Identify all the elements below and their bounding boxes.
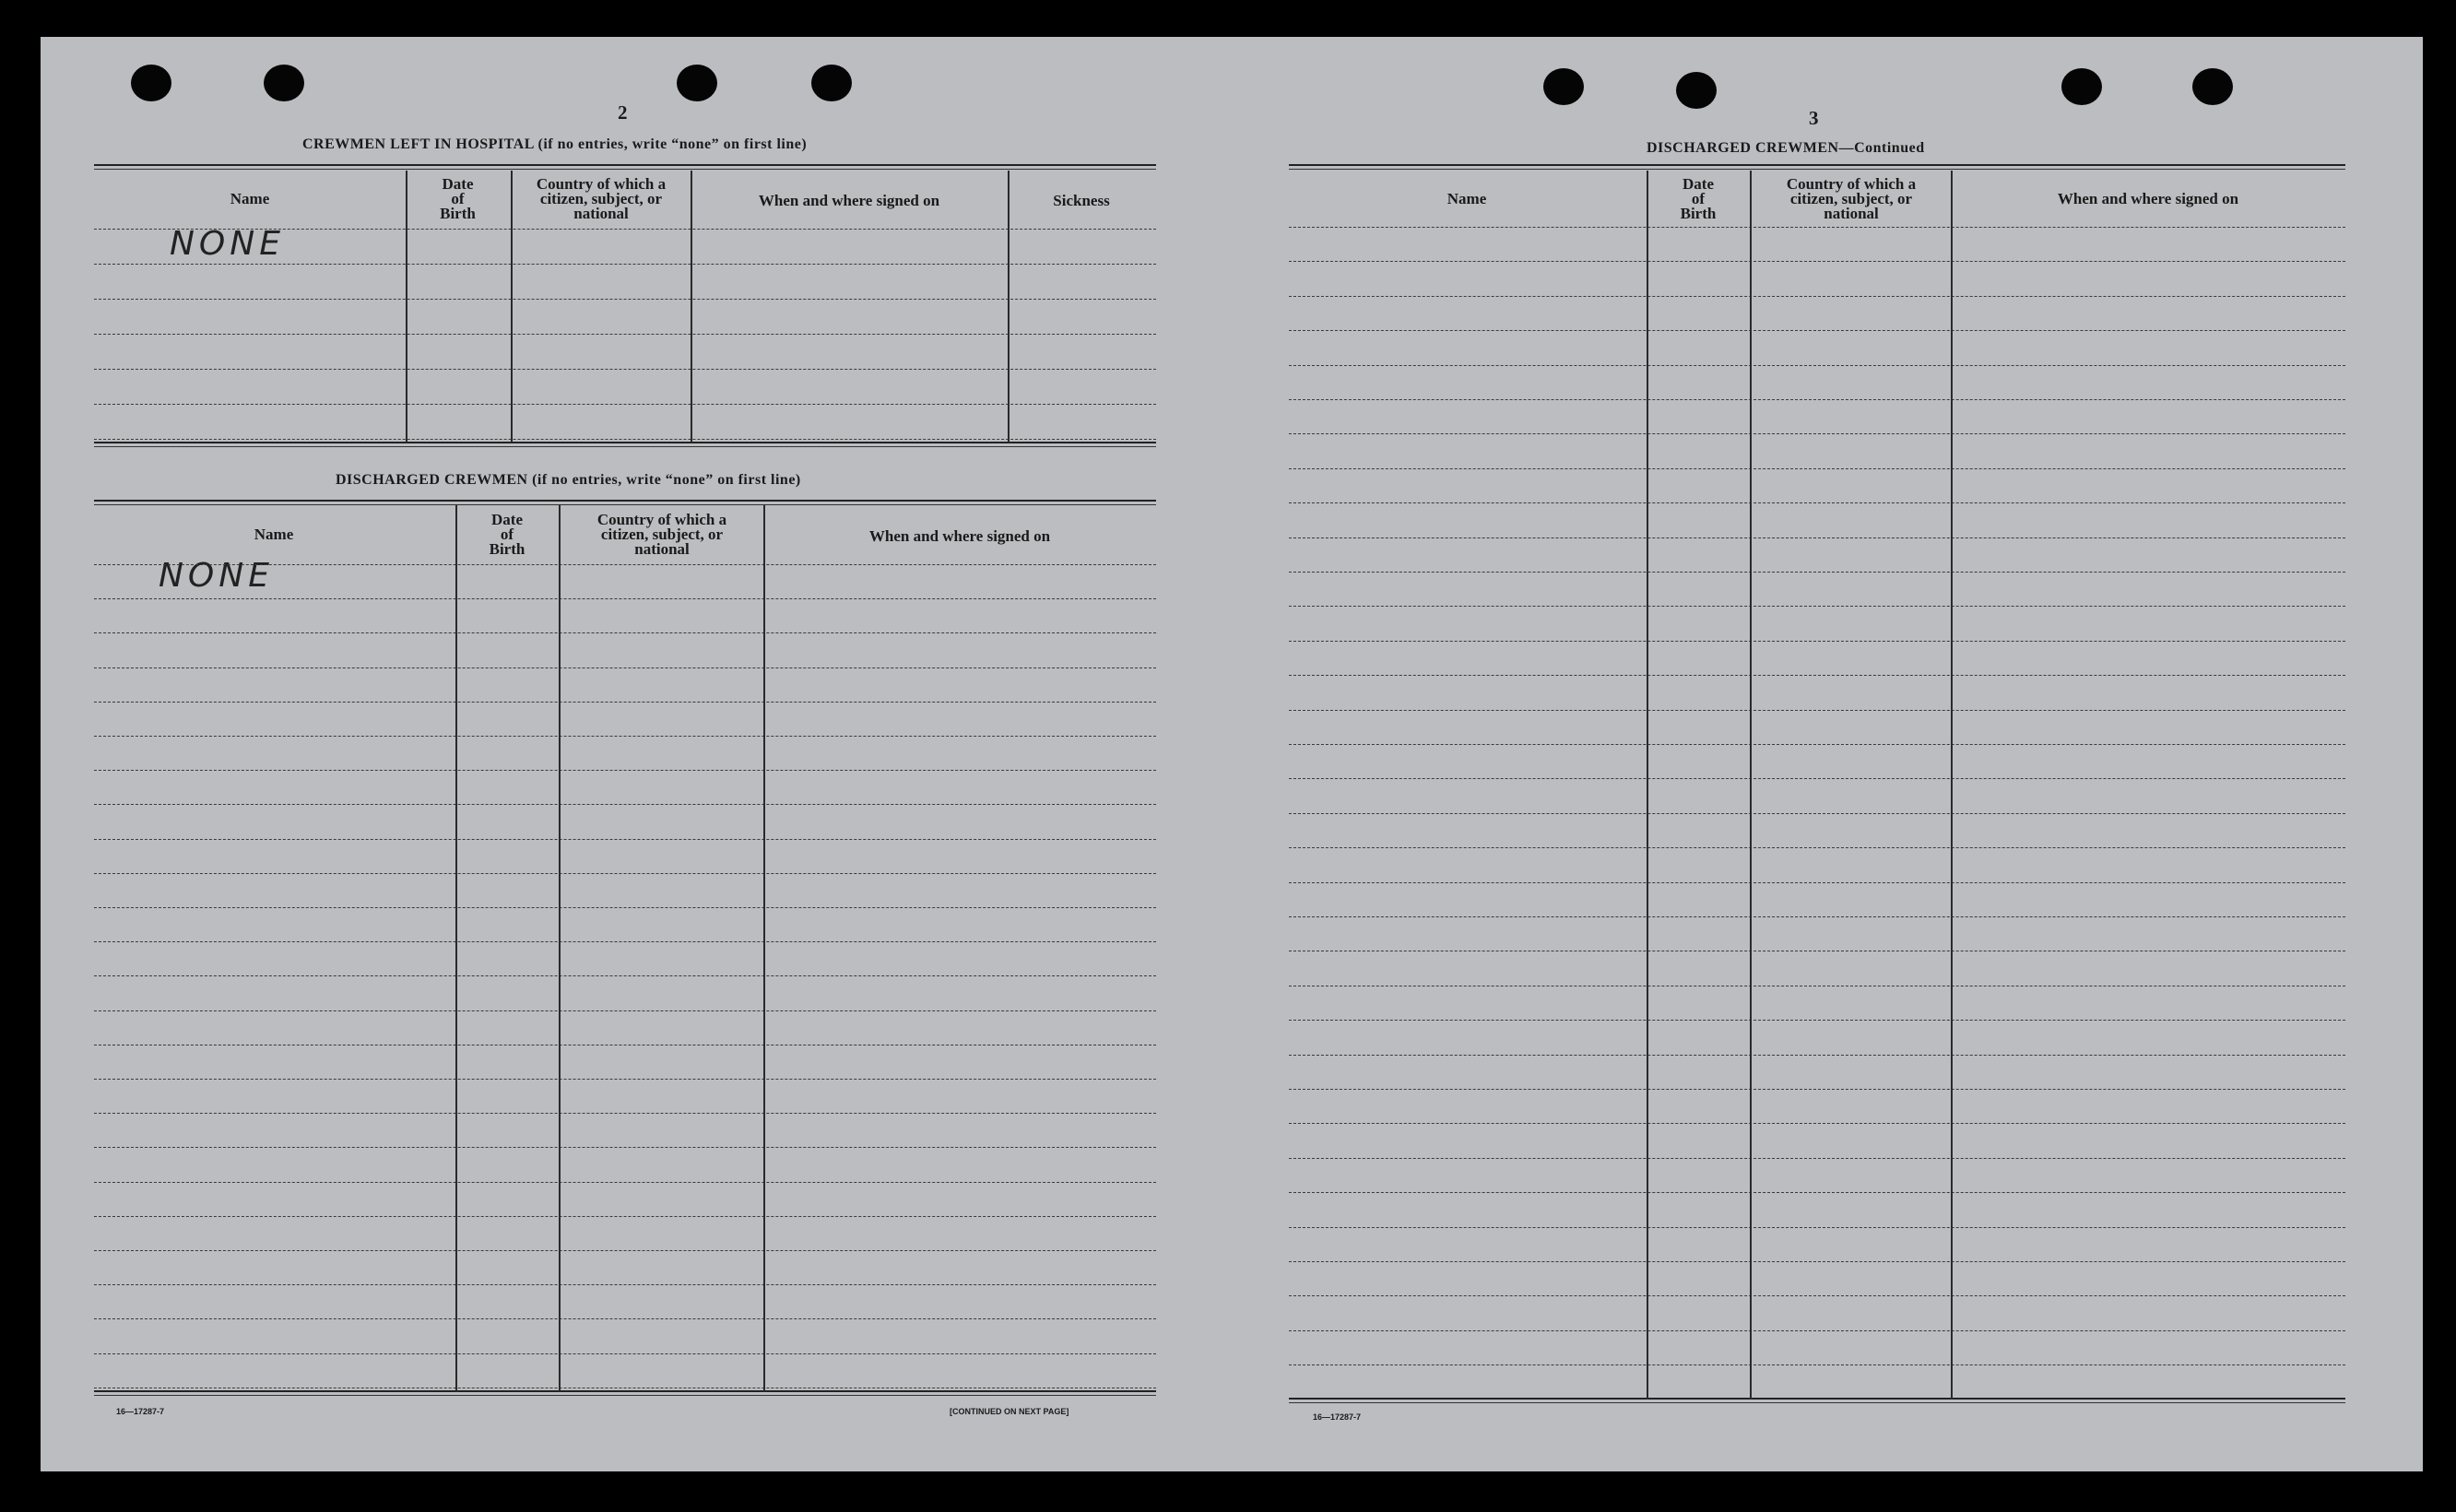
hospital-bottom-rule bbox=[94, 442, 1156, 443]
column-divider bbox=[1750, 171, 1752, 1400]
punch-hole bbox=[811, 65, 852, 101]
column-divider bbox=[559, 505, 561, 1392]
continued-note: [CONTINUED ON NEXT PAGE] bbox=[950, 1407, 1069, 1416]
ruled-line bbox=[94, 404, 1156, 405]
ruled-line bbox=[94, 1216, 1156, 1217]
discharged-top-rule bbox=[94, 500, 1156, 502]
ruled-line bbox=[1289, 882, 2345, 883]
column-divider bbox=[1647, 171, 1648, 1400]
punch-hole bbox=[264, 65, 304, 101]
ruled-line bbox=[1289, 468, 2345, 469]
ruled-line bbox=[94, 804, 1156, 805]
ruled-line bbox=[94, 667, 1156, 668]
punch-hole bbox=[131, 65, 171, 101]
ruled-line bbox=[1289, 1020, 2345, 1021]
ruled-line bbox=[1289, 847, 2345, 848]
ruled-line bbox=[94, 1147, 1156, 1148]
ruled-line bbox=[1289, 710, 2345, 711]
ruled-line bbox=[94, 264, 1156, 265]
ruled-line bbox=[1289, 433, 2345, 434]
ruled-line bbox=[1289, 1192, 2345, 1193]
hospital-col-signed: When and where signed on bbox=[758, 192, 940, 209]
right-col-dob: Date of Birth bbox=[1680, 175, 1717, 222]
right-col-country: Country of which a citizen, subject, or national bbox=[1786, 175, 1917, 222]
ruled-line bbox=[1289, 1295, 2345, 1296]
ruled-line bbox=[1289, 813, 2345, 814]
ruled-line bbox=[1289, 330, 2345, 331]
ruled-line bbox=[94, 839, 1156, 840]
punch-hole bbox=[1543, 68, 1584, 105]
discharged-handwritten-entry: NONE bbox=[159, 557, 274, 595]
hospital-col-country: Country of which a citizen, subject, or national bbox=[536, 175, 667, 222]
ruled-line bbox=[94, 439, 1156, 440]
hospital-handwritten-entry: NONE bbox=[170, 225, 285, 263]
ruled-line bbox=[1289, 261, 2345, 262]
form-number-left: 16—17287-7 bbox=[116, 1407, 165, 1416]
right-bottom-rule bbox=[1289, 1398, 2345, 1400]
hospital-col-sickness: Sickness bbox=[1053, 192, 1110, 209]
column-divider bbox=[1008, 171, 1010, 443]
ruled-line bbox=[94, 229, 1156, 230]
ruled-line bbox=[1289, 227, 2345, 228]
ruled-line bbox=[94, 1284, 1156, 1285]
page-number-left: 2 bbox=[618, 101, 628, 124]
form-sheet bbox=[41, 37, 2423, 1471]
ruled-line bbox=[1289, 399, 2345, 400]
ruled-line bbox=[94, 1318, 1156, 1319]
column-divider bbox=[763, 505, 765, 1392]
discharged-section-title: DISCHARGED CREWMEN (if no entries, write “none” on first line) bbox=[336, 472, 801, 488]
right-col-signed: When and where signed on bbox=[2057, 190, 2239, 207]
ruled-line bbox=[1289, 916, 2345, 917]
ruled-line bbox=[94, 299, 1156, 300]
right-top-rule bbox=[1289, 164, 2345, 166]
ruled-line bbox=[94, 873, 1156, 874]
discharged-col-country: Country of which a citizen, subject, or national bbox=[596, 511, 727, 558]
form-number-right: 16—17287-7 bbox=[1313, 1412, 1362, 1422]
ruled-line bbox=[1289, 502, 2345, 503]
ruled-line bbox=[94, 770, 1156, 771]
punch-hole bbox=[2061, 68, 2102, 105]
ruled-line bbox=[1289, 1227, 2345, 1228]
hospital-col-name: Name bbox=[230, 190, 270, 207]
hospital-section-title: CREWMEN LEFT IN HOSPITAL (if no entries, write “none” on first line) bbox=[302, 136, 808, 152]
ruled-line bbox=[94, 941, 1156, 942]
ruled-line bbox=[1289, 1123, 2345, 1124]
ruled-line bbox=[1289, 296, 2345, 297]
ruled-line bbox=[94, 1079, 1156, 1080]
ruled-line bbox=[94, 334, 1156, 335]
ruled-line bbox=[1289, 744, 2345, 745]
ruled-line bbox=[1289, 1158, 2345, 1159]
ruled-line bbox=[1289, 1364, 2345, 1365]
ruled-line bbox=[94, 1010, 1156, 1011]
ruled-line bbox=[94, 1113, 1156, 1114]
ruled-line bbox=[1289, 778, 2345, 779]
ruled-line bbox=[94, 736, 1156, 737]
column-divider bbox=[511, 171, 513, 443]
discharged-col-name: Name bbox=[254, 526, 294, 543]
ruled-line bbox=[94, 1250, 1156, 1251]
ruled-line bbox=[94, 907, 1156, 908]
ruled-line bbox=[1289, 572, 2345, 573]
ruled-line bbox=[94, 632, 1156, 633]
discharged-col-signed: When and where signed on bbox=[868, 527, 1051, 545]
ruled-line bbox=[1289, 537, 2345, 538]
ruled-line bbox=[1289, 606, 2345, 607]
column-divider bbox=[691, 171, 692, 443]
ruled-line bbox=[1289, 1330, 2345, 1331]
ruled-line bbox=[1289, 365, 2345, 366]
ruled-line bbox=[94, 975, 1156, 976]
discharged-continued-title: DISCHARGED CREWMEN—Continued bbox=[1647, 140, 1925, 156]
punch-hole bbox=[2192, 68, 2233, 105]
column-divider bbox=[406, 171, 407, 443]
hospital-col-dob: Date of Birth bbox=[440, 175, 476, 222]
discharged-bottom-rule bbox=[94, 1390, 1156, 1392]
ruled-line bbox=[1289, 1261, 2345, 1262]
column-divider bbox=[455, 505, 457, 1392]
column-divider bbox=[1951, 171, 1953, 1400]
right-col-name: Name bbox=[1446, 190, 1487, 207]
ruled-line bbox=[94, 702, 1156, 703]
ruled-line bbox=[1289, 675, 2345, 676]
ruled-line bbox=[1289, 1089, 2345, 1090]
ruled-line bbox=[94, 1353, 1156, 1354]
ruled-line bbox=[1289, 1055, 2345, 1056]
hospital-top-rule bbox=[94, 164, 1156, 166]
page-number-right: 3 bbox=[1809, 107, 1819, 129]
punch-hole bbox=[677, 65, 717, 101]
ruled-line bbox=[1289, 641, 2345, 642]
ruled-line bbox=[94, 369, 1156, 370]
ruled-line bbox=[94, 564, 1156, 565]
ruled-line bbox=[94, 598, 1156, 599]
discharged-col-dob: Date of Birth bbox=[489, 511, 525, 558]
punch-hole bbox=[1676, 72, 1717, 109]
ruled-line bbox=[94, 1182, 1156, 1183]
